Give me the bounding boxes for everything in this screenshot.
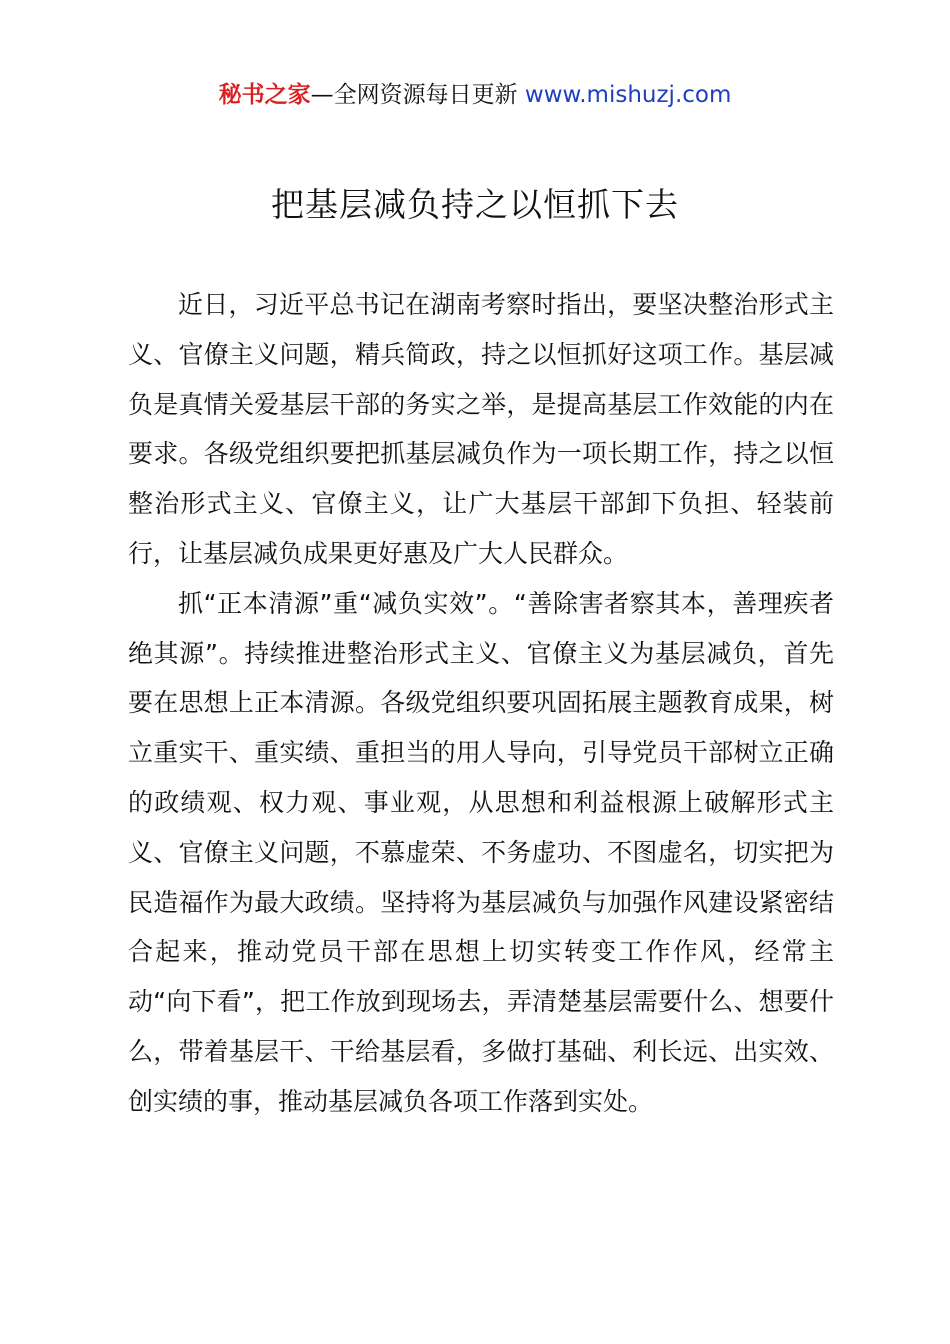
site-url-link[interactable]: www.mishuzj.com (524, 82, 732, 108)
article-title: 把基层减负持之以恒抓下去 (271, 185, 679, 224)
paragraph: 抓“正本清源”重“减负实效”。“善除害者察其本，善理疾者绝其源”。持续推进整治形式主义、官僚主义为基层减负，首先要在思想上正本清源。各级党组织要巩固拓展主题教育成果，树立重实干、重实绩、重担当的用人导向，引导党员干部树立正确的政绩观、权力观、事业观，从思想和利益根源上破解形式主义、官僚主义问题，不慕虚荣、不务虚功、不图虚名，切实把为民造福作为最大政绩。坚持将为基层减负与加强作风建设紧密结合起来，推动党员干部在思想上切实转变工作作风，经常主动“向下看”，把工作放到现场去，弄清楚基层需要什么、想要什么，带着基层干、干给基层看，多做打基础、利长远、出实效、创实绩的事，推动基层减负各项工作落到实处。 (128, 588, 834, 1116)
paragraph: 近日，习近平总书记在湖南考察时指出，要坚决整治形式主义、官僚主义问题，精兵简政，持之以恒抓好这项工作。基层减负是真情关爱基层干部的务实之举，是提高基层工作效能的内在要求。各级党组织要把抓基层减负作为一项长期工作，持之以恒整治形式主义、官僚主义，让广大基层干部卸下负担、轻装前行，让基层减负成果更好惠及广大人民群众。 (128, 290, 834, 568)
site-header (0, 78, 950, 112)
site-brand: 秘书之家 (218, 82, 311, 108)
article-body (128, 280, 834, 1127)
site-tagline: —全网资源每日更新 (310, 82, 518, 108)
